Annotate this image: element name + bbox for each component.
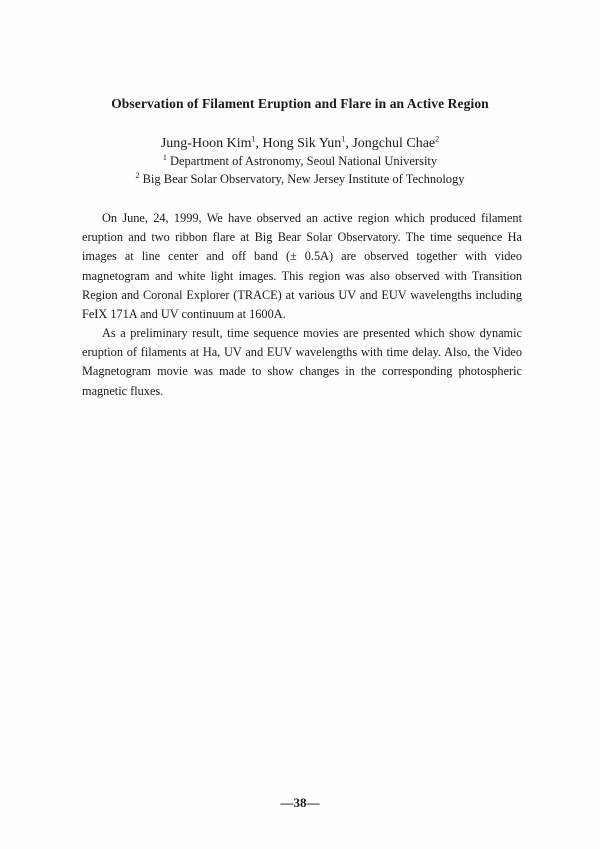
paragraph-text: As a preliminary result, time sequence movies are presented which show dynamic eruption of filaments at Ha, UV and EUV wavelengths with time delay. Also, the Video Magnetogram movie was made to show changes in the corresponding photospheric magnetic fluxes. [82, 326, 522, 398]
affiliation-text: Big Bear Solar Observatory, New Jersey Institute of Technology [142, 172, 465, 186]
paper-title: Observation of Filament Eruption and Flare in an Active Region [111, 96, 489, 111]
abstract-paragraph-2 [82, 324, 522, 401]
author-separator: , [345, 136, 353, 151]
abstract-paragraph-1 [82, 209, 522, 324]
affiliation-1 [0, 154, 600, 169]
author-name: Jongchul Chae [352, 136, 436, 151]
affiliation-mark: 1 [162, 152, 167, 162]
author-list [0, 136, 600, 152]
affiliation-2 [0, 172, 600, 187]
paragraph-text: On June, 24, 1999, We have observed an active region which produced filament eruption and two ribbon flare at Big Bear Solar Observatory. The time sequence Ha images at line center and off band (± 0.5A) are observed together with video magnetogram and white light images. This region was also observed with Transition Region and Coronal Explorer (TRACE) at various UV and EUV wavelengths including FeIX 171A and UV continuum at 1600A. [82, 211, 522, 322]
author-separator: , [255, 136, 263, 151]
affiliation-mark: 1 [341, 134, 346, 144]
affiliation-mark: 2 [435, 134, 440, 144]
affiliation-mark: 1 [251, 134, 256, 144]
author-name: Jung-Hoon Kim [160, 136, 252, 151]
page-number: —38— [280, 795, 320, 810]
affiliation-text: Department of Astronomy, Seoul National University [169, 154, 438, 168]
affiliation-mark: 2 [135, 170, 140, 180]
author-name: Hong Sik Yun [262, 136, 342, 151]
